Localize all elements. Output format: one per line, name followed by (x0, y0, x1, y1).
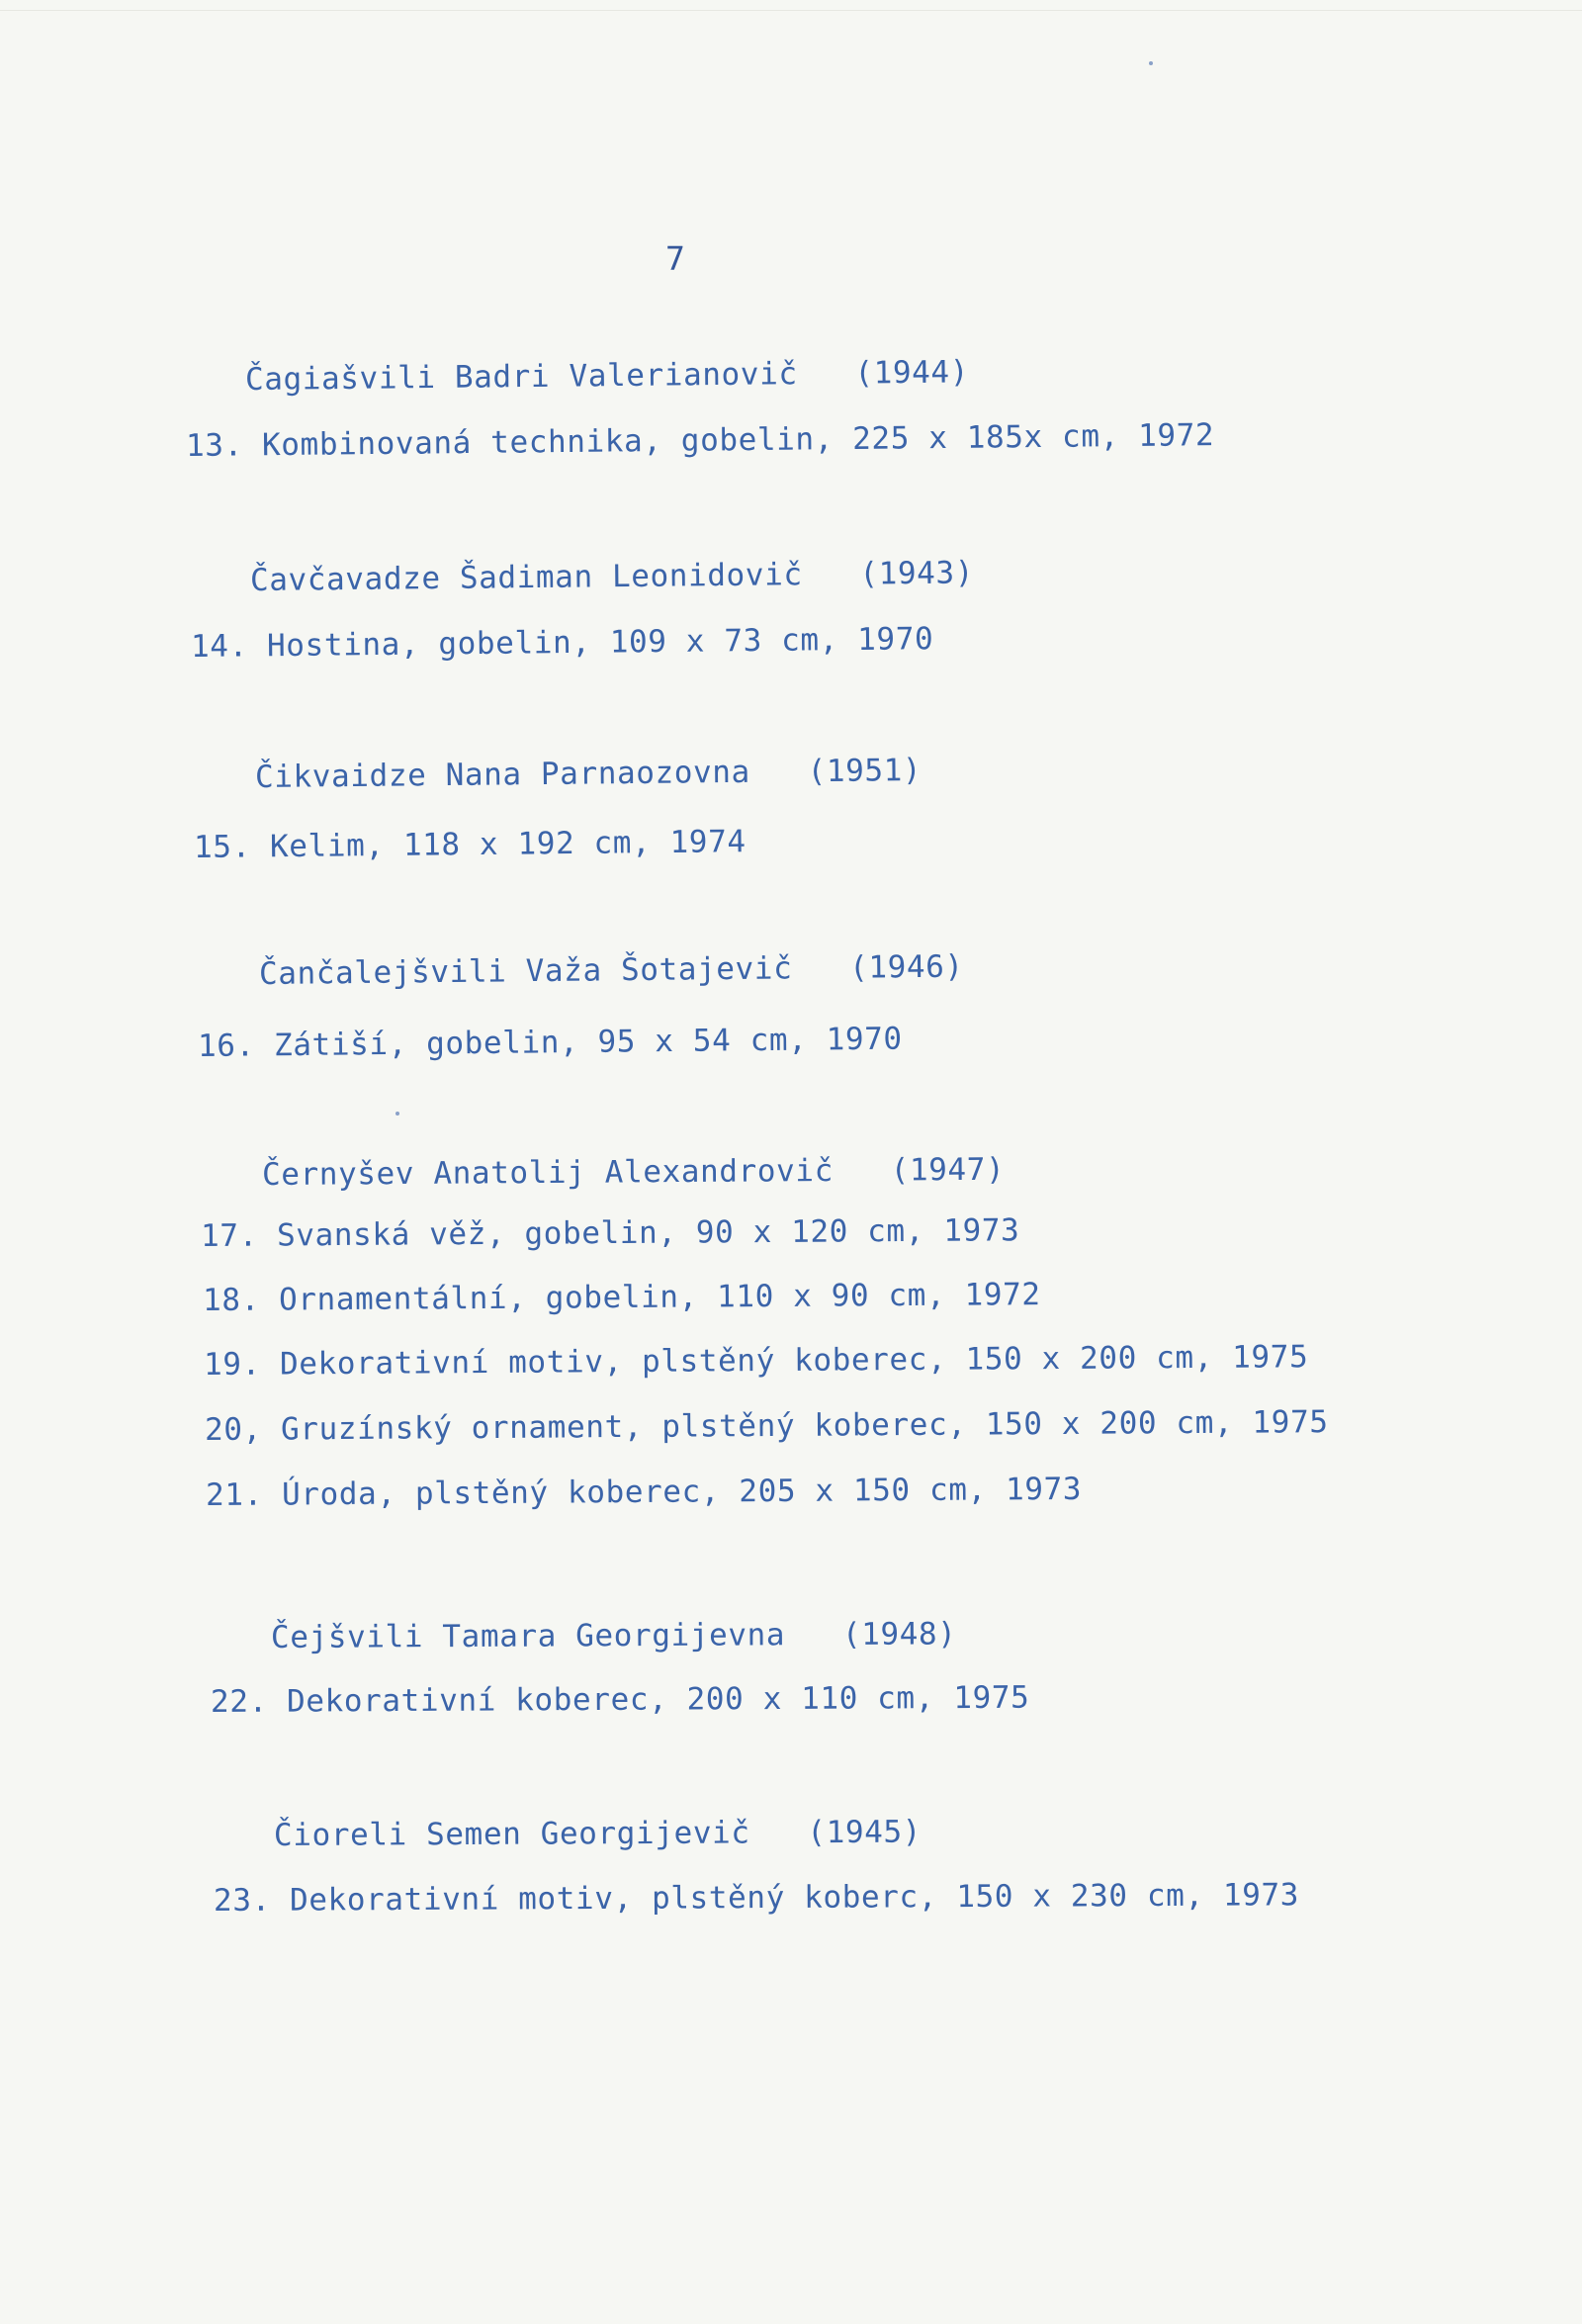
artist-name: Čagiašvili Badri Valerianovič (1944) (244, 354, 970, 398)
artist-name: Čejšvili Tamara Georgijevna (1948) (270, 1616, 957, 1655)
work-entry: 18. Ornamentální, gobelin, 110 x 90 cm, 1972 (202, 1277, 1041, 1318)
artist-name: Čavčavadze Šadiman Leonidovič (1943) (249, 555, 975, 598)
work-entry: 17. Svanská věž, gobelin, 90 x 120 cm, 1973 (200, 1212, 1020, 1254)
work-entry: 21. Úroda, plstěný koberec, 205 x 150 cm, 1973 (205, 1471, 1083, 1513)
paper-speck (1149, 61, 1153, 65)
work-entry: 13. Kombinovaná technika, gobelin, 225 x 185x cm, 1972 (185, 417, 1215, 464)
artist-name: Čikvaidze Nana Parnaozovna (1951) (254, 752, 923, 795)
artist-name: Černyšev Anatolij Alexandrovič (1947) (261, 1151, 1006, 1193)
artist-name: Čančalejšvili Važa Šotajevič (1946) (258, 948, 964, 992)
page-number: 7 (665, 239, 685, 278)
work-entry: 23. Dekorativní motiv, plstěný koberc, 150 x 230 cm, 1973 (213, 1877, 1300, 1919)
work-entry: 20, Gruzínský ornament, plstěný koberec, 150 x 200 cm, 1975 (204, 1404, 1329, 1448)
work-entry: 22. Dekorativní koberec, 200 x 110 cm, 1975 (210, 1679, 1030, 1720)
work-entry: 15. Kelim, 118 x 192 cm, 1974 (193, 824, 747, 865)
sheet-edge-line (0, 10, 1582, 11)
work-entry: 16. Zátiší, gobelin, 95 x 54 cm, 1970 (197, 1021, 903, 1064)
artist-name: Čioreli Semen Georgijevič (1945) (273, 1814, 923, 1853)
paper-speck (396, 1112, 399, 1116)
work-entry: 14. Hostina, gobelin, 109 x 73 cm, 1970 (190, 621, 934, 665)
work-entry: 19. Dekorativní motiv, plstěný koberec, 150 x 200 cm, 1975 (203, 1339, 1309, 1383)
